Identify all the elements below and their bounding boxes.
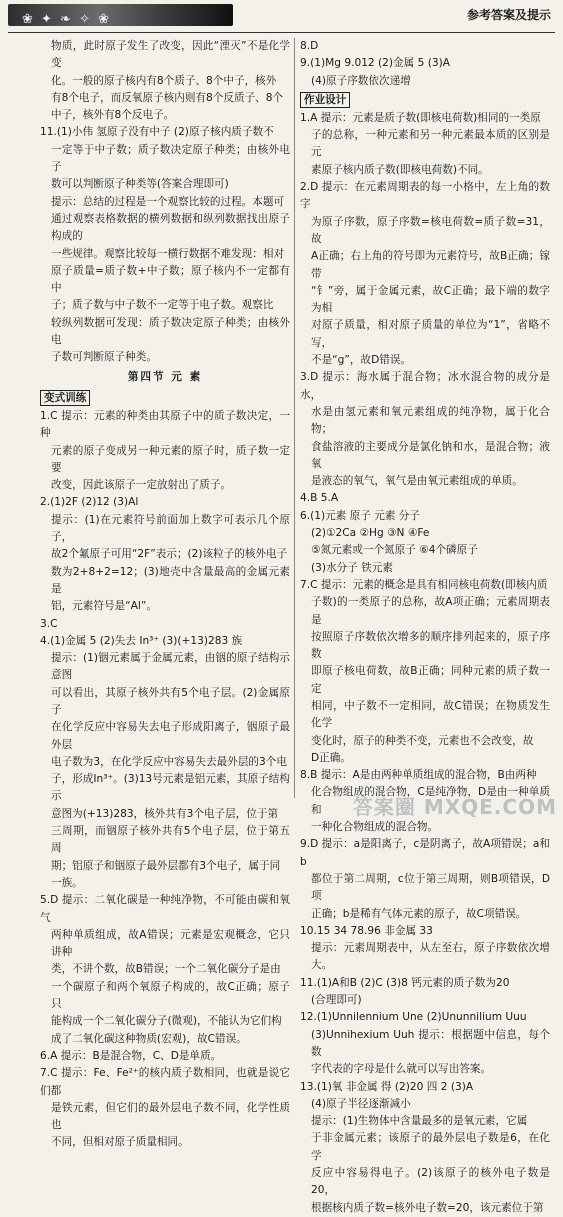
left-line: 在化学反应中容易失去电子形成阳离子，铟原子最外层 [51,721,290,751]
right-line: 水是由氢元素和氧元素组成的纯净物，属于化合物； [311,405,550,436]
column-divider [294,38,295,798]
left-line: 故2个氟原子可用“2F”表示；(2)该粒子的核外电子 [51,548,288,561]
right-line: (4)原子序数依次递增 [311,74,411,87]
right-line: 正确；b是稀有气体元素的原子，故C项错误。 [311,907,527,920]
left-line: 较纵列数据可发现：质子数决定原子种类；由核外电 [51,316,290,347]
right-line: 按照原子序数依次增多的顺序排列起来的，原子序数 [311,630,550,661]
right-line: 9.(1)Mg 9.012 (2)金属 5 (3)A [300,57,450,70]
right-line: ⑤氮元素或一个氮原子 ⑥4个磷原子 [311,544,478,557]
right-line: 于非金属元素；该原子的最外层电子数是6，在化学 [311,1132,550,1162]
left-line: 化。一般的原子核内有8个质子、8个中子，核外 [51,74,277,87]
right-line: (3)水分子 铁元素 [311,561,393,574]
right-line: 化合物组成的混合物，C是纯净物，D是由一种单质和 [311,786,550,816]
left-line: 中子，核外有8个反电子。 [51,109,175,122]
left-line: 意图为(+13)283，核外共有3个电子层，位于第 [51,807,279,820]
left-line: 通过观察表格数据的横列数据和纵列数据找出原子构成的 [51,212,290,243]
right-line: 不是“g”，故D错误。 [311,354,412,367]
left-line: 提示：(1)铟元素属于金属元素，由铟的原子结构示意图 [51,652,290,682]
section-title: 第四节 元 素 [127,370,203,383]
left-line: 11.(1)小伟 氢原子没有中子 (2)原子核内质子数不 [40,126,274,139]
left-line: 物质，此时原子发生了改变，因此“湮灭”不是化学变 [51,40,290,70]
right-line: 3.D 提示：海水属于混合物；冰水混合物的成分是水， [300,371,550,401]
right-line: 8.B 提示：A是由两种单质组成的混合物，B由两种 [300,769,537,782]
left-line: 类，不讲个数，故B错误；一个二氧化碳分子是由 [51,963,281,976]
right-line: 都位于第二周期，c位于第三周期，则B项错误，D项 [311,872,550,903]
right-line: 提示：(1)生物体中含量最多的是氧元素，它属 [311,1115,528,1128]
left-line: 提示：(1)在元素符号前面加上数字可表示几个原子， [51,513,290,544]
right-line: 是液态的氧气，氧气是由氧元素组成的单质。 [311,475,523,488]
right-line: 为原子序数，原子序数=核电荷数=质子数=31，故 [311,215,550,245]
left-line: 铝，元素符号是“Al”。 [51,600,157,613]
section-box-label: 变式训练 [40,390,90,406]
right-line: (4)原子半径逐渐减小 [311,1097,411,1110]
watermark: 答案圈 MXQE.COM [352,795,557,819]
left-line: 3.C [40,617,58,630]
right-line: 根据核内质子数=核外电子数=20，该元素位于第 [311,1201,544,1214]
right-column [300,38,550,1217]
left-line: 1.C 提示：元素的种类由其原子中的质子数决定，一种 [40,409,290,440]
left-line: 数可以判断原子种类等(答案合理即可) [51,178,229,191]
left-line: 元素的原子变成另一种元素的原子时，质子数一定要 [51,444,290,474]
left-line: 提示：总结的过程是一个观察比较的过程。本题可 [51,195,285,208]
left-line: 成了二氧化碳这种物质(宏观)，故C错误。 [51,1032,247,1045]
right-line: “钅”旁，属于金属元素，故C正确；最下端的数字为相 [311,284,550,315]
right-line: 7.C 提示：元素的概念是具有相同核电荷数(即核内质 [300,578,548,591]
right-line: 一种化合物组成的混合物。 [311,821,439,834]
left-line: 原子质量=质子数+中子数；原子核内不一定都有中 [51,264,290,295]
left-column [40,38,290,1152]
header-title: 参考答案及提示 [466,8,551,22]
right-line: 子的总称，一种元素和另一种元素最本质的区别是元 [311,129,550,159]
right-line: 子数)的一类原子的总称，故A项正确；元素周期表是 [311,596,550,626]
right-line: 12.(1)Unnilennium Une (2)Ununnilium Uuu [300,1011,527,1024]
left-line: 一个碳原子和两个氧原子构成的，故C正确；原子只 [51,980,290,1011]
right-line: 2.D 提示：在元素周期表的每一小格中，左上角的数字 [300,181,550,211]
left-line: 子数可判断原子种类。 [51,351,157,364]
right-line: 字代表的字母是什么就可以写出答案。 [311,1063,492,1076]
left-line: 能构成一个二氧化碳分子(微观)，不能认为它们构 [51,1015,282,1028]
left-line: 改变，因此该原子一定放射出了质子。 [51,479,232,492]
right-line: 9.D 提示：a是阳离子，c是阴离子，故A项错误；a和b [300,838,550,868]
left-line: 一些规律。观察比较每一横行数据不难发现：相对 [51,247,285,260]
left-line: 三周期，而铟原子核外共有5个电子层，位于第五周 [51,825,290,855]
left-line: 两种单质组成，故A错误；元素是宏观概念，它只讲种 [51,928,290,959]
header-banner [8,4,233,26]
right-line: 食盐溶液的主要成分是氯化钠和水，是混合物；液氧 [311,440,550,470]
right-line: 6.(1)元素 原子 元素 分子 [300,509,420,522]
right-line: 10.15 34 78.96 非金属 33 [300,924,433,937]
left-line: 4.(1)金属 5 (2)失去 In³⁺ (3)(+13)283 族 [40,634,243,647]
left-line: 子，形成In³⁺。(3)13号元素是铝元素，其原子结构示 [51,773,290,803]
left-line: 数为2+8+2=12；(3)地壳中含量最高的金属元素是 [51,565,290,595]
left-line: 是铁元素，但它们的最外层电子数不同，化学性质也 [51,1101,290,1132]
right-line: 变化时，原子的种类不变，元素也不会改变，故 [311,734,534,747]
right-line: 反应中容易得电子。(2)该原子的核外电子数是20， [311,1167,550,1197]
left-line: 电子数为3，在化学反应中容易失去最外层的3个电 [51,755,287,768]
left-line: 期；铝原子和铟原子最外层都有3个电子，属于同 [51,859,281,872]
left-line [40,388,290,408]
right-line: 4.B 5.A [300,492,339,505]
right-line: A正确；右上角的符号即为元素符号，故B正确；镓带 [311,250,550,280]
header-rule [8,32,555,33]
left-line: 6.A 提示：B是混合物，C、D是单质。 [40,1049,222,1062]
right-line: 即原子核电荷数，故B正确；同种元素的质子数一定 [311,665,550,695]
left-line: 5.D 提示：二氧化碳是一种纯净物，不可能由碳和氧气 [40,894,290,924]
right-line: 1.A 提示：元素是质子数(即核电荷数)相同的一类原 [300,111,541,124]
left-line: 7.C 提示：Fe、Fe²⁺的核内质子数相同，也就是说它们都 [40,1067,290,1097]
right-line: 提示：元素周期表中，从左至右，原子序数依次增大。 [311,942,550,972]
left-line: 不同，但相对原子质量相同。 [51,1136,189,1149]
right-line: 13.(1)氧 非金属 得 (2)20 四 2 (3)A [300,1080,474,1093]
right-line: 8.D [300,40,319,52]
right-line: (合理即可) [311,994,362,1007]
banner-ornament-icon: ❀ ✦ ❧ ✧ ❀ [22,12,111,27]
right-line: (2)①2Ca ②Hg ③N ④Fe [311,527,430,540]
left-line: 一定等于中子数；质子数决定原子种类；由核外电子 [51,143,290,174]
left-line: 可以看出，其原子核外共有5个电子层。(2)金属原子 [51,686,290,716]
right-line: 相同，中子数不一定相同，故C错误；在物质发生化学 [311,699,550,730]
page-header [0,0,563,40]
right-line: 素原子核内质子数(即核电荷数)不同。 [311,163,489,176]
right-line: 对原子质量，相对原子质量的单位为“1”，省略不写， [311,319,550,349]
section-box-label: 作业设计 [300,92,350,108]
right-line: (3)Unnihexium Uuh 提示：根据题中信息，每个数 [311,1028,550,1058]
left-line: 2.(1)2F (2)12 (3)Al [40,496,139,509]
right-line: D正确。 [311,751,351,764]
right-line [300,90,550,110]
left-line: 子；质子数与中子数不一定等于电子数。观察比 [51,299,274,312]
left-line: 有8个电子，而反氧原子核内则有8个反质子、8个 [51,91,284,104]
left-line: 一族。 [51,876,83,889]
right-line: 11.(1)A和B (2)C (3)8 钙元素的质子数为20 [300,976,510,989]
